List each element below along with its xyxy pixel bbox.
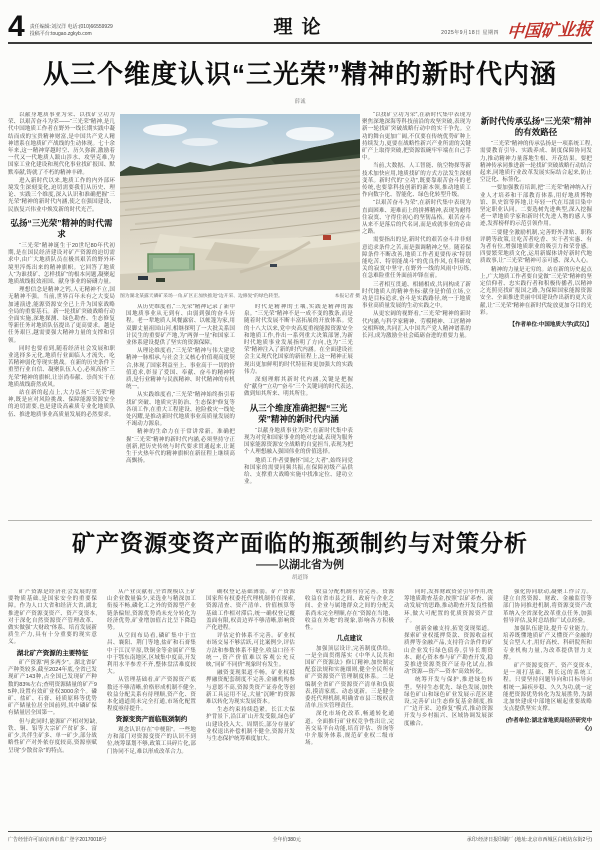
footer-license: 广告经营许可证/京西市监广登字20170018号 [8, 837, 107, 843]
section-title: 理论 [273, 17, 330, 38]
author-unit: (作者单位:湖北省地质局经济研究中心) [505, 718, 592, 733]
body-paragraph: 理想信念是精神之钙,人无精神不立,国无精神不强。当前,世界百年未有之大变局加速演进,能源资源安全已上升为国家战略全局的重要基石。新一轮找矿突破战略行动全面实施,深地探测、绿色勘查、生态修复等新任务对地质队伍提出了更高要求。越是任务艰巨,越需要强大精神力量的支撑和引领。 [8, 287, 115, 344]
text-column [206, 589, 295, 827]
body-paragraph: 三者相互贯通、相辅相成,共同构成了新时代地质人的精神坐标:献身是价值立场,立功是目标追求,奋斗是实践路径,统一于地质事业高质量发展的生动实践之中。 [362, 281, 471, 310]
open-pit-mine-illustration [120, 114, 360, 290]
body-paragraph: 站在新的起点上,大力弘扬“三光荣”精神,既是应对风险挑战、保障能源资源安全的迫切需要,也是建设高素质专业化地质队伍、推进地质事业高质量发展的必然要求。 [8, 390, 115, 418]
editor-line: 责任编辑:刘汉洋 电话:(010)66559929 [29, 24, 113, 30]
body-paragraph: 同时也要看到,随着经济社会发展和职业选择多元化,地质行业面临人才流失、吃苦精神弱化等现实挑战。在新的历史条件下重塑行业自信、凝聚队伍人心,必须高扬“三光荣”精神的旗帜,让崇尚奉献、崇尚实干在地质战线蔚然成风。 [8, 345, 115, 388]
body-paragraph: 统筹开发与保护,推进绿色转型。坚持生态优先、绿色发展,加快绿色矿山和绿色矿业发展示范区建设,完善矿山生态修复基金制度,推广“边开采、边修复”模式,推动资源开发与乡村振兴、区域协调发展深度融合。 [404, 677, 493, 727]
body-paragraph: “以找矿立功为荣”,在新时代集中表现为聚焦深地深海等科技前沿的攻坚突破,表现为新一轮找矿突破战略行动中的实干争先。立功的舞台更加广阔,不仅要在传统优势矿种上持续发力,更要在战略性新兴产业所需的关键矿产上取得突破,把资源饭碗牢牢端在自己手中。 [362, 112, 471, 162]
body-paragraph: 强化协同联动,凝聚工作合力。建立自然资源、财政、金融监管等部门协同推进机制,将资源变资产改革纳入全省深化改革重点任务,加强督导评估,及时总结推广试点经验。 [503, 589, 592, 624]
body-paragraph: 生态约束持续趋紧。长江大保护背景下,沿江矿山开发受限,绿色矿山建设投入大、周期长,部分存量矿业权退出补偿机制不健全,资源开发与生态保护统筹难度加大。 [206, 707, 295, 743]
text-column [362, 112, 471, 516]
body-paragraph: 从实践维度看,“三光荣”精神始终指引着找矿突破、地质灾害防治、生态保护修复等各项工作,在重大工程建设、抢险救灾一线处处闪耀,是推动新时代地质事业高质量发展的不竭动力源泉。 [126, 392, 235, 428]
text-column [126, 304, 235, 516]
column-subheading: 几点建议 [336, 635, 363, 643]
body-paragraph: 融资变现渠道不畅。矿业权抵押融资配套制度不完善,金融机构参与意愿不高,资源类资产证券化等创新工具运用不足,大量“沉睡”的资源难以转化为现实发展资本。 [206, 670, 295, 706]
body-paragraph: 精神的生命力在于常讲常新。准确把握“三光荣”精神的新时代内涵,必须坚持守正创新,把历史传统与时代要求贯通起来,让诞生于火热年代的精神旗帜在新征程上继续高高飘扬。 [126, 429, 235, 465]
body-paragraph: 深化市场化改革,畅通转化通道。全面推行矿业权竞争性出让,完善交易平台功能,培育评估、咨询等中介服务体系,规范矿业权二级市场。 [305, 711, 394, 747]
text-column [480, 112, 592, 516]
newspaper-logo: 中国矿业报 [506, 19, 593, 42]
body-paragraph: 进入新时代以来,地质工作的内外部环境发生深刻变化,迫切需要我们从历史、理论、实践三个维度,深入认识和准确把握“三光荣”精神的新时代内涵,使之在强国建设、民族复兴伟业中焕发新的时代光芒。 [8, 177, 115, 213]
body-paragraph: 一要加强教育培训,把“三光荣”精神纳入行业人才培养和干部教育体系,用好地质博物馆、队史馆等阵地,让年轻一代在耳濡目染中坚定职业认同。二要选树先进典型,深入挖掘老一辈地质学家和新时代先进人物的感人事迹,发挥榜样的示范引领作用。 [480, 185, 592, 228]
body-paragraph: 深刻理解其新时代内涵,关键是把握好“献身”“立功”“奋斗”三个关键词的时代表达,做到知其所来、明其所往。 [244, 377, 353, 398]
body-paragraph: 时代是精神的土壤,实践是精神的源泉。“三光荣”精神不是一成不变的教条,而是随着时代发展不断丰富拓展的开放体系。党的十八大以来,党中央高度重视能源资源安全和地质工作,作出一系列重大决策部署,为新时代地质事业发展指明了方向,也为“三光荣”精神注入了新的时代内涵。在全面建设社会主义现代化国家的新征程上,这一精神正展现出更加鲜明的时代特征和更加强大的实践伟力。 [244, 304, 353, 375]
article2-headline: 矿产资源变资产面临的瓶颈制约与对策分析 [72, 530, 528, 556]
body-paragraph: “以献身地质事业为荣”,在新时代集中表现为对党和国家事业的绝对忠诚,表现为服务国家能源资源安全战略的自觉担当,表现为把个人理想融入强国伟业的价值选择。 [244, 427, 353, 456]
body-paragraph: 矿产资源是经济社会发展的重要物质基础,是国家安全的重要保障。作为人口大省和经济大省,湖北推进矿产资源变资产、资产变资本,对于深化自然资源资产管理改革、做实做强“大财政”体系、培育发展新质生产力,具有十分重要的现实意义。 [8, 589, 97, 646]
body-paragraph: 同时,发挥财政资金引导作用,统筹地质勘查基金,按照“以矿养查、滚动发展”的思路,推动勘查开发良性循环,做大可配置的优质资源资产盘子。 [404, 589, 493, 624]
text-column [503, 589, 592, 827]
article2-subtitle: ——以湖北省为例 [256, 559, 344, 571]
page-header [8, 8, 592, 44]
footer-printer: 承印:经济日报印刷厂 (地址:北京市西城区白纸坊东街2号) [466, 837, 592, 843]
text-column [305, 589, 394, 827]
header-right [441, 19, 593, 42]
article2-byline: 胡道锋 [291, 575, 309, 581]
body-paragraph: 地质工作者要胸怀“国之大者”,始终同党和国家的需要同频共振,在保障初级产品供给、支撑重大战略实施中找准定位、建功立业。 [244, 457, 353, 486]
author-unit: 【作者单位:中国地质大学(武汉)】 [509, 321, 592, 328]
column-subheading: 从三个维度准确把握“三光荣”精神的新时代内涵 [249, 402, 348, 424]
text-column [404, 589, 493, 827]
body-paragraph: 从管理基础看,矿产资源资产底数还不够清晰,价格形成机制不健全,收益分配关系有待理顺,资产化、资本化通道尚未完全打通,市场化配置程度亟待提升。 [107, 677, 196, 713]
body-paragraph: “三光荣”精神诞生于20世纪80年代初期,是在国民经济建设对矿产资源的迫切需求中,由广大地质队员在极其艰苦的野外环境里淬炼出来的精神旗帜。它回答了地质人“为谁找矿、怎样找矿”的根本问题,凝聚起地质战线报效祖国、献身事业的磅礴力量。 [8, 242, 115, 285]
page-footer [8, 831, 592, 843]
body-paragraph: 评估定价体系不完善。矿业权市场交易不够活跃,可比案例少,评估方法和参数体系不健全,收益口径不统一,资产价值难以客观公允反映,“同矿不同价”现象时有发生。 [206, 633, 295, 669]
body-paragraph: 当前,大数据、人工智能、航空物探等新技术加快应用,地质找矿的方式方法发生深刻变革。新时代的“立功”,既要靠艰苦奋斗的老传统,也要靠科技创新的新本领,推动地质工作向数字化、智能化、绿色化转型升级。 [362, 163, 471, 199]
submission-platform: 投稿平台:tougao.zgkyb.com [29, 31, 92, 37]
mine-pit-photo [120, 114, 360, 290]
body-paragraph: 从空间布局看,磷矿集中于宜昌、襄阳、荆门等地,盐矿和石膏集中于江汉平原,铁铜金等金属矿产集中于鄂东南地区,区域集中度高,开发利用水平参差不齐,整体盘活难度较大。 [107, 633, 196, 676]
article2-body [8, 589, 592, 827]
body-paragraph: “三光荣”精神的传承弘扬是一项系统工程,需要教育引导、实践养成、制度保障协同发力,推动精神力量落地生根、开花结果。要把精神传承同推进新一轮找矿突破战略行动结合起来,同地质行业改革发展实际结合起来,防止空泛化、标签化。 [480, 141, 592, 184]
header-left [8, 9, 113, 43]
body-paragraph: 加强队伍建设,提升专业能力。培养既懂地质矿产又懂资产金融的复合型人才,用好高校、科研院所和专业机构力量,为改革提供智力支撑。 [503, 626, 592, 661]
body-paragraph: 观念认识存在“中梗阻”。一些地方和部门对资源变资产的认识不到位,统筹谋划不够,政策工具碎片化,部门协同不足,难以形成改革合力。 [107, 726, 196, 755]
body-paragraph: 以献身地质事业为荣、以找矿立功为荣、以艰苦奋斗为荣——“三光荣”精神,是几代中国地质工作者在野外一线长期实践中凝结而成的宝贵精神财富,是中国共产党人精神谱系在地质矿产战线的生动体现。七十余年来,这一精神穿越时空、历久弥新,激励着一代又一代地质人跋山涉水、攻坚克难,为国家工业化建设和现代化事业找矿报国、默默奉献,铸就了不朽的精神丰碑。 [8, 112, 115, 176]
text-column [107, 589, 196, 827]
photo-block [120, 114, 360, 302]
editor-info [30, 24, 113, 39]
body-paragraph: 确权登记基础薄弱。矿产资源国家所有权委托代理机制仍在探索,资源清查、资产清单、价值核算等基础工作相对滞后,统一确权登记覆盖面有限,权责边界不够清晰,影响资产化进程。 [206, 589, 295, 632]
photo-caption [120, 290, 360, 299]
body-paragraph: 加强顶层设计,完善制度供给。一是全面贯彻落实《中华人民共和国矿产资源法》修订精神,加快制定配套法规和实施细则,健全全民所有矿产资源资产管理制度体系。二是编制全省矿产资源资产清单和负债表,摸清家底、动态更新。三是健全委托代理机制,明确省市县三级权责清单,压实管理责任。 [305, 645, 394, 710]
body-paragraph: 矿产资源“两多两少”。湖北省矿产种类较多,截至2024年底,全省已发现矿产143种,占全国已发现矿产种数的83%左右;查明资源储量的矿产95种,设置有效矿业权3000余个。磷矿、盐矿、石膏、硅质原料等优势矿产储量位居全国前列,其中磷矿保有储量居全国第一。 [8, 660, 97, 717]
text-column [8, 112, 115, 516]
body-paragraph: 但与此同时,能源矿产相对短缺,铁、铜、铝等大宗矿产贫矿多、富矿少,共伴生矿多、单一矿少,部分战略性矿产对外依存度较高,资源禀赋呈现“少散贫杂”的特点。 [8, 718, 97, 754]
date-line: 2025年9月18日 星期四 [441, 30, 499, 36]
body-paragraph: 精神的力量是无穷的。站在新的历史起点上,广大地质工作者要自觉做“三光荣”精神的坚定信仰者、忠实践行者和积极传播者,以精神之光照亮找矿报国之路,为保障国家能源资源安全、全面推进美丽中国建设作出新的更大贡献,让“三光荣”精神在新时代绽放更加夺目的光彩。 [480, 266, 592, 316]
page-number: 4 [8, 9, 25, 43]
column-subheading: 弘扬“三光荣”精神的时代需求 [10, 217, 113, 239]
column-subheading: 新时代传承弘扬“三光荣”精神的有效路径 [480, 116, 592, 138]
photo-caption-text: 图为湖北某露天磷矿采场一角,矿区正加快推进“边开采、边修复”的绿色转型。 [120, 294, 283, 299]
body-paragraph: 收益分配机制有待完善。资源收益在省市县之间、政府与企业之间、企业与属地群众之间的分配关系尚未完全理顺,存在“资源在当地、收益在外地”的现象,影响各方积极性。 [305, 589, 394, 632]
body-paragraph: 三要健全激励机制,完善野外津贴、职称评聘等政策,让吃苦者吃香、实干者实惠、有为者有位,增强地质职业的吸引力和荣誉感。四要繁荣地质文化,运用新媒体讲好新时代地质故事,让“三光荣”精神可亲可感、深入人心。 [480, 229, 592, 265]
column-subheading: 资源变资产面临瓶颈制约 [115, 716, 188, 724]
footer-price: 全年价380元 [272, 837, 301, 843]
column-subheading: 湖北矿产资源的主要特征 [16, 649, 89, 657]
article1-headline: 从三个维度认识“三光荣”精神的新时代内涵 [42, 59, 557, 89]
body-paragraph: “以艰苦奋斗为荣”,在新时代集中表现为直面困难、迎难而上的拼搏精神,表现为耐得住寂寞、守得住初心的坚韧品格。艰苦奋斗从来不是落后的代名词,而是成就事业的必由之路。 [362, 200, 471, 236]
body-paragraph: 从历史维度看,“三光荣”精神记录了新中国地质事业从无到有、由弱到强的奋斗历程。老一辈地质人风餐露宿、以帐篷为家,用双脚丈量祖国山河,相继探明了一大批关系国计民生的重要矿产地,为“两弹一星”和国家工业体系建设提供了坚实的资源保障。 [126, 304, 235, 347]
body-paragraph: 从理论维度看,“三光荣”精神与伟大建党精神一脉相承,与社会主义核心价值观高度契合,体现了国家利益至上、事业高于一切的价值追求,彰显了爱国、奉献、奋斗的精神特质,是行业精神与民族精神、时代精神的有机统一。 [126, 348, 235, 391]
text-column [8, 589, 97, 827]
article1-body [8, 112, 592, 516]
photo-credit: 本报记者 摄 [334, 294, 360, 299]
text-column [244, 304, 353, 516]
article1-byline: 薛诚 [294, 99, 306, 105]
body-paragraph: 从产业贡献看,全省规模以上矿山企业数量偏少,采选业与精深加工衔接不畅,磷化工之外的资源型产业链条偏短,资源优势尚未充分转化为经济优势,矿业增加值占比呈下降趋势。 [107, 589, 196, 632]
body-paragraph: 需要指出的是,新时代的艰苦奋斗并非刻意追求条件之苦,而是强调精神之坚。随着保障条件不断改善,地质工作者更要传承“特别能吃苦、特别能战斗”的优良作风,在科研攻关的寂寞中坚守,在野外一线的风雨中历练,在急难险重任务面前冲锋在前。 [362, 237, 471, 280]
body-paragraph: 从更宏阔的视野看,“三光荣”精神的新时代内涵,与科学家精神、劳模精神、工匠精神交相辉映,共同汇入中国共产党人精神谱系的长河,成为激励全社会砥砺奋进的重要力量。 [362, 311, 471, 340]
article-divider [8, 520, 592, 521]
body-paragraph: 创新金融支持,拓宽变现渠道。探索矿业权抵押贷款、资源收益权质押等金融产品,支持符合条件的矿山企业发行绿色债券,引导长期资本、耐心资本参与矿产勘查开发,稳妥推进资源类资产证券化试点,推动“资源—资产—资本”高效转化。 [404, 626, 493, 676]
body-paragraph: 矿产资源变资产、资产变资本,是一项打基础、利长远的系统工程。只要坚持问题导向和目标导向相统一,蹄疾步稳、久久为功,就一定能把资源优势转化为发展胜势,为湖北加快建成中部地区崛起重要战略支点提供坚实支撑。 [503, 663, 592, 713]
